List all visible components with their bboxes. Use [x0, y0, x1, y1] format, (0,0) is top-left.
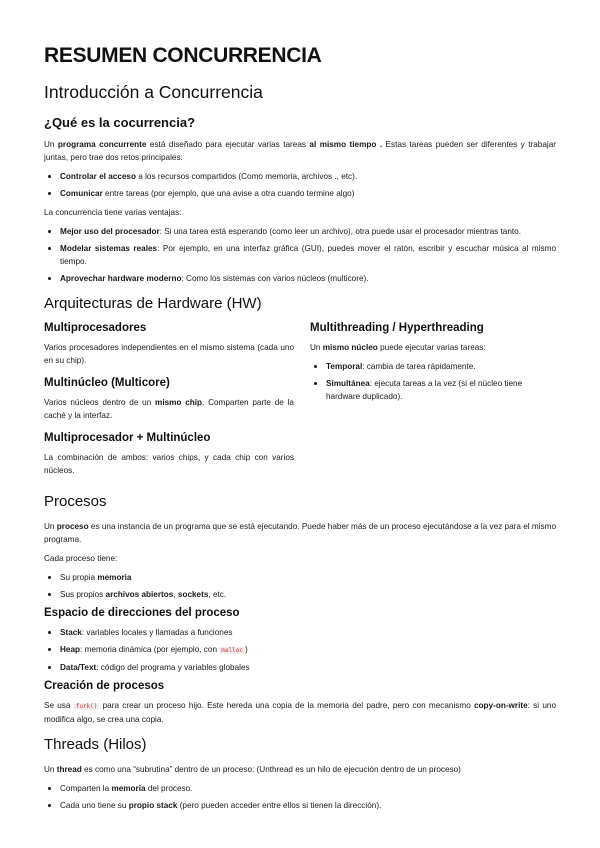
- multiproc-title: Multiprocesadores: [44, 322, 147, 334]
- threads-list: [44, 782, 556, 812]
- intro-paragraph: Un programa concurrente está diseñado para ejecutar varias tareas al mismo tiempo . Estas tareas pueden ser diferentes y trabajar juntas, pero trae dos retos principales:: [44, 140, 556, 162]
- hw-left-column: [44, 322, 294, 483]
- hw-columns: [44, 322, 556, 483]
- retos-list: [44, 170, 556, 200]
- mt-text: Un mismo núcleo puede ejecutar varias tareas:: [310, 343, 486, 352]
- espacio-list: [44, 626, 556, 674]
- multicore-text: Varios núcleos dentro de un mismo chip. Comparten parte de la caché y la interfaz.: [44, 398, 294, 420]
- ventajas-list: [44, 225, 556, 285]
- list-item: • Heap: memoria dinámica (por ejemplo, con malloc ): [60, 643, 556, 657]
- creacion-title: Creación de procesos: [44, 680, 165, 692]
- mt-list: [310, 360, 556, 403]
- combo-text: La combinación de ambos: varios chips, y cada chip con varios núcleos.: [44, 453, 294, 475]
- list-item: • Stack: variables locales y llamadas a funciones: [60, 626, 556, 639]
- list-item: • Controlar el acceso a los recursos compartidos (Como memoria, archivos ., etc).: [60, 170, 556, 183]
- list-item: • Sus propios archivos abiertos, sockets, etc.: [60, 588, 556, 601]
- procesos-list: [44, 571, 556, 601]
- ventajas-intro: La concurrencia tiene varias ventajas:: [44, 208, 182, 217]
- list-item: • Simultánea: ejecuta tareas a la vez (si el núcleo tiene hardware duplicado).: [326, 377, 556, 403]
- hw-right-column: [310, 322, 556, 483]
- list-item: • Comparten la memoria del proceso.: [60, 782, 556, 795]
- creacion-paragraph: Se usa fork() para crear un proceso hijo. Este hereda una copia de la memoria del padre, pero con mecanismo copy-on-write: si uno modifica algo, se crea una copia.: [44, 701, 556, 724]
- intro-subheading: ¿Qué es la cocurrencia?: [44, 115, 196, 130]
- multicore-title: Multinúcleo (Multicore): [44, 377, 170, 389]
- fork-code: fork(): [75, 703, 98, 710]
- procesos-paragraph: Un proceso es una instancia de un programa que se está ejecutando. Puede haber más de un proceso ejecutándose a la vez para el mismo programa.: [44, 522, 556, 544]
- list-item: • Modelar sistemas reales: Por ejemplo, en una interfaz gráfica (GUI), puedes mover el ratón, escribir y escuchar música al mismo tiempo.: [60, 242, 556, 268]
- list-item: • Temporal: cambia de tarea rápidamente.: [326, 360, 556, 373]
- combo-title: Multiprocesador + Multinúcleo: [44, 432, 211, 444]
- threads-paragraph: Un thread es como una “subrutina” dentro de un proceso: (Unthread es un hilo de ejecución dentro de un proceso): [44, 765, 461, 774]
- intro-heading: Introducción a Concurrencia: [44, 82, 263, 102]
- multiproc-text: Varios procesadores independientes en el mismo sistema (cada uno en su chip).: [44, 343, 294, 365]
- hw-heading: Arquitecturas de Hardware (HW): [44, 295, 262, 312]
- malloc-code: malloc: [221, 647, 243, 654]
- procesos-heading: Procesos: [44, 493, 107, 510]
- list-item: • Mejor uso del procesador: Si una tarea está esperando (como leer un archivo), otra puede usar el procesador mientras tanto.: [60, 225, 556, 238]
- document-title: RESUMEN CONCURRENCIA: [44, 44, 322, 67]
- procesos-tiene: Cada proceso tiene:: [44, 554, 118, 563]
- list-item: • Cada uno tiene su propio stack (pero pueden acceder entre ellos si tienen la dirección).: [60, 799, 556, 812]
- mt-title: Multithreading / Hyperthreading: [310, 322, 484, 334]
- list-item: • Aprovechar hardware moderno: Como los sistemas con varios núcleos (multicore).: [60, 272, 556, 285]
- list-item: • Comunicar entre tareas (por ejemplo, que una avise a otra cuando termine algo): [60, 187, 556, 200]
- espacio-title: Espacio de direcciones del proceso: [44, 607, 240, 619]
- list-item: • Data/Text: código del programa y variables globales: [60, 661, 556, 674]
- list-item: • Su propia memoria: [60, 571, 556, 584]
- threads-heading: Threads (Hilos): [44, 736, 147, 753]
